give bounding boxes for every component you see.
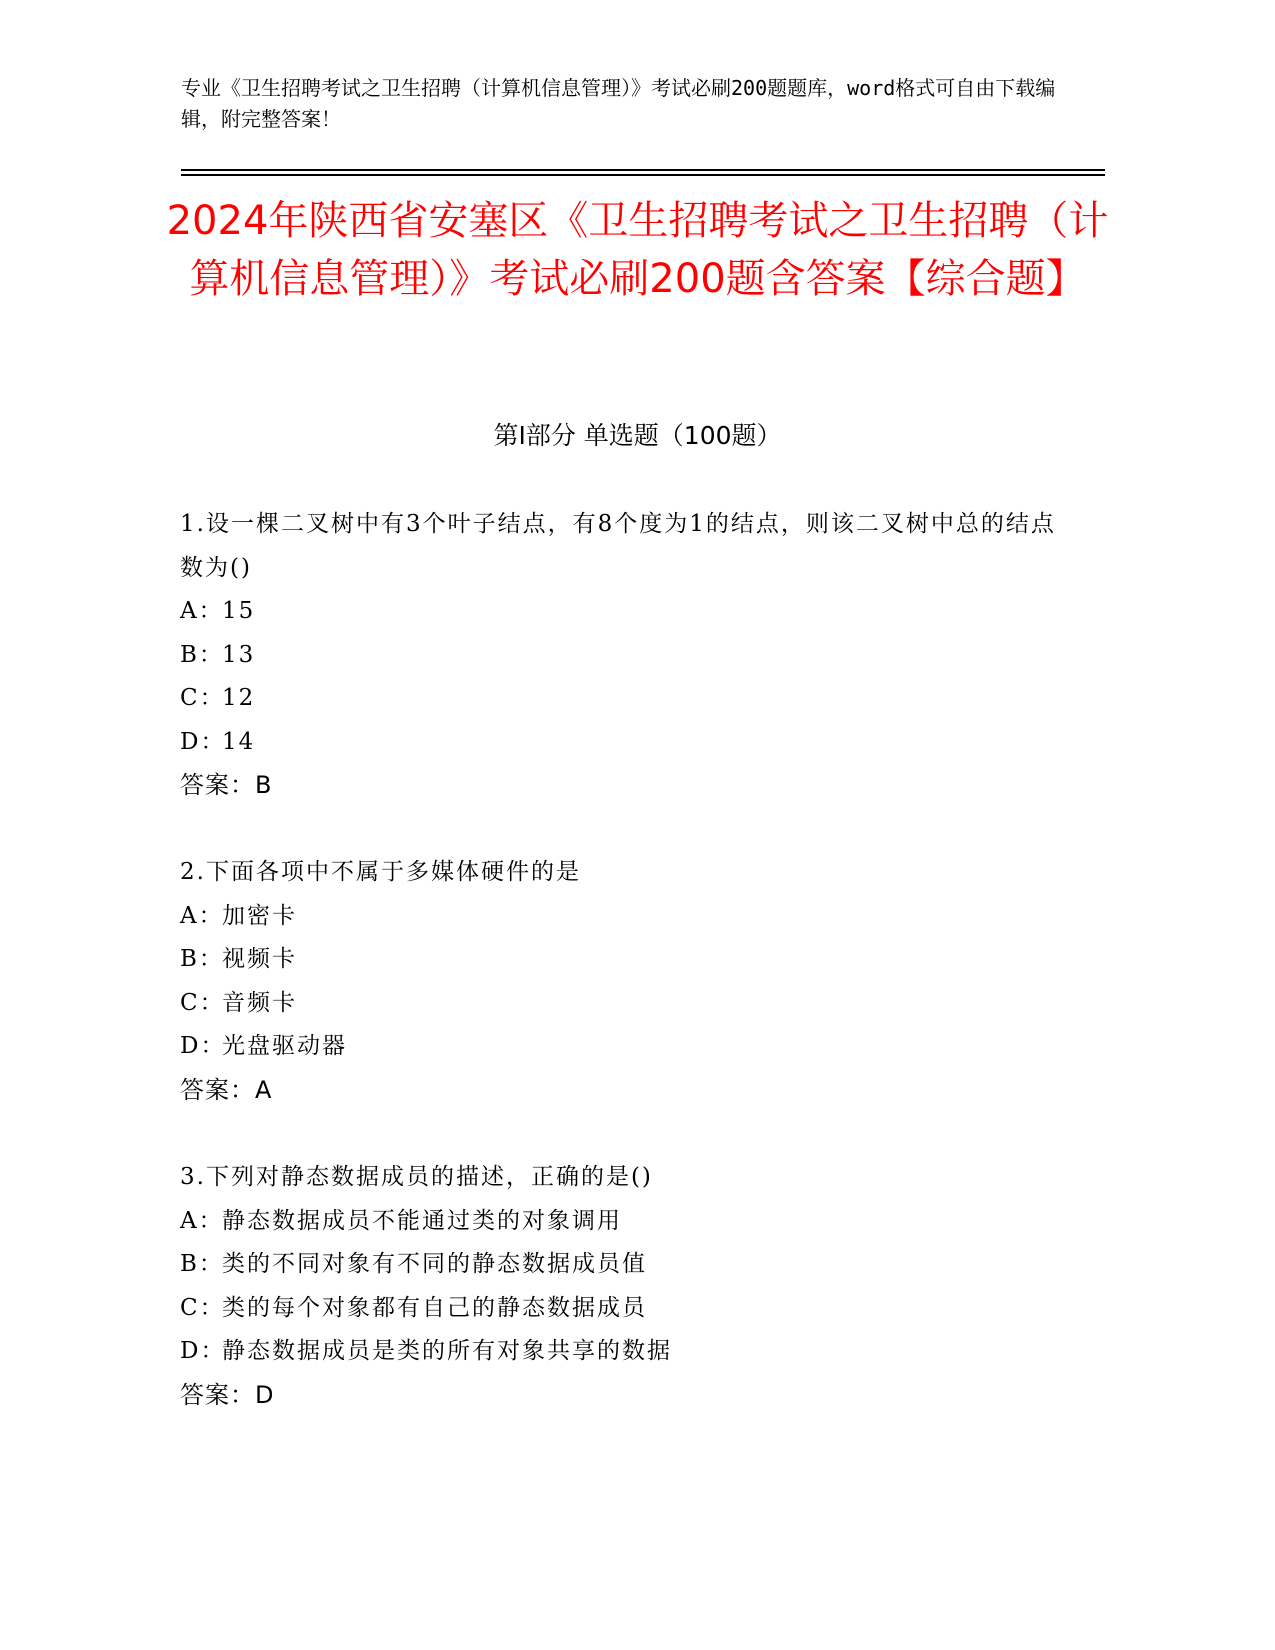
question-stem: 1.设一棵二叉树中有3个叶子结点，有8个度为1的结点，则该二叉树中总的结点数为() [180, 511, 1056, 581]
option-a [180, 1200, 1060, 1244]
option-text: 音频卡 [222, 989, 297, 1016]
section-title: 第I部分 单选题（100题） [493, 421, 782, 450]
option-key: B： [180, 1251, 224, 1277]
option-key: A： [180, 902, 224, 929]
option-b [180, 634, 1060, 678]
header-divider-top [181, 169, 1105, 171]
option-text: 类的每个对象都有自己的静态数据成员 [222, 1294, 647, 1321]
option-text: 光盘驱动器 [222, 1033, 347, 1059]
option-b [180, 1243, 1060, 1287]
option-a [180, 590, 1060, 634]
option-key: D： [180, 728, 226, 755]
answer-line: 答案：B [180, 771, 273, 799]
option-text: 静态数据成员是类的所有对象共享的数据 [222, 1338, 672, 1364]
option-d [180, 1330, 1060, 1374]
option-text: 类的不同对象有不同的静态数据成员值 [222, 1251, 647, 1277]
option-key: C： [180, 685, 225, 711]
option-text: 视频卡 [222, 946, 297, 972]
option-text: 静态数据成员不能通过类的对象调用 [222, 1207, 622, 1234]
option-text: 加密卡 [222, 902, 297, 929]
option-c [180, 982, 1060, 1026]
option-d [180, 1025, 1060, 1069]
question-1 [180, 503, 1060, 808]
option-key: A： [180, 598, 224, 624]
option-key: C： [180, 989, 225, 1016]
option-c [180, 677, 1060, 721]
document-title: 2024年陕西省安塞区《卫生招聘考试之卫生招聘（计算机信息管理）》考试必刷200题含答案【综合题】 [166, 198, 1109, 302]
answer-line: 答案：D [180, 1380, 275, 1409]
answer-line: 答案：A [180, 1075, 273, 1104]
option-key: C： [180, 1294, 225, 1321]
option-key: D： [180, 1338, 226, 1364]
option-b [180, 938, 1060, 982]
option-key: A： [180, 1207, 224, 1234]
option-c [180, 1287, 1060, 1331]
option-a [180, 895, 1060, 939]
question-3 [180, 1156, 1060, 1417]
option-key: B： [180, 946, 224, 972]
option-text: 13 [222, 641, 256, 668]
header-note: 专业《卫生招聘考试之卫生招聘（计算机信息管理）》考试必刷200题题库，word格式可自由下载编辑，附完整答案！ [181, 76, 1056, 131]
option-d [180, 721, 1060, 765]
header-divider-bottom [181, 174, 1105, 176]
option-text: 12 [222, 685, 256, 711]
option-text: 14 [222, 728, 256, 755]
option-key: B： [180, 641, 224, 668]
question-2 [180, 851, 1060, 1112]
question-stem: 3.下列对静态数据成员的描述，正确的是() [180, 1164, 653, 1190]
option-text: 15 [222, 598, 256, 624]
question-stem: 2.下面各项中不属于多媒体硬件的是 [180, 859, 581, 885]
option-key: D： [180, 1033, 226, 1059]
